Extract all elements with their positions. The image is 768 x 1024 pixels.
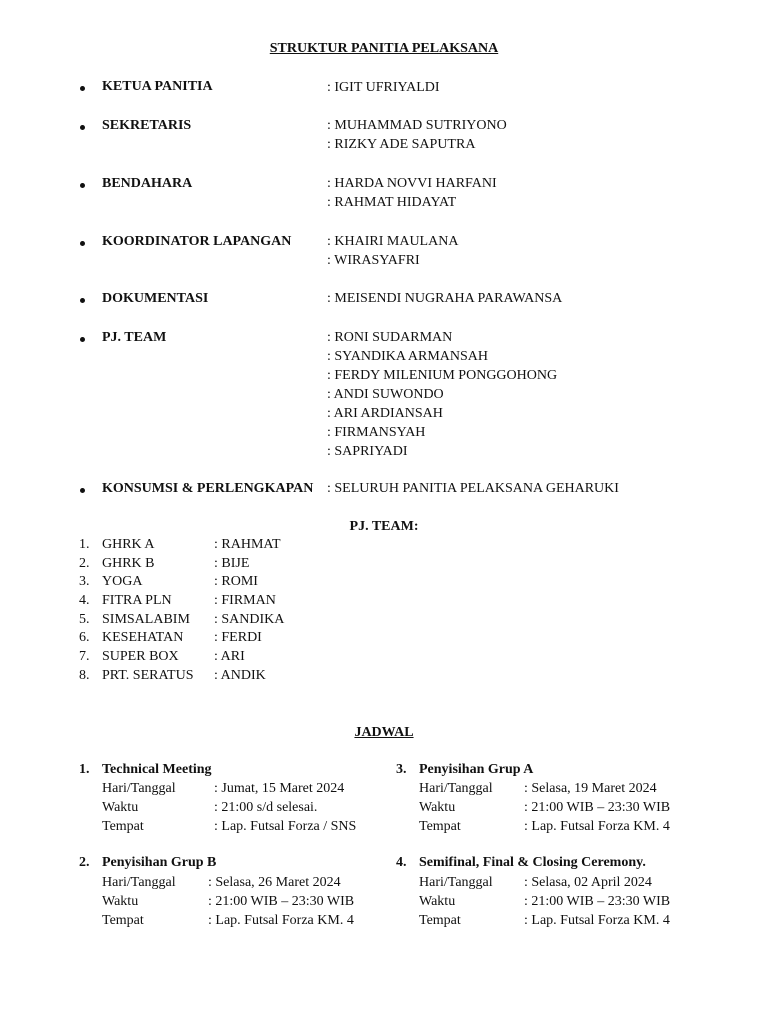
event-name: Penyisihan Grup B (102, 855, 217, 870)
event-label: Tempat (419, 819, 461, 834)
event-label: Waktu (102, 894, 139, 909)
role-bendahara: BENDAHARA (102, 176, 193, 191)
bullet-dot (80, 488, 85, 493)
member-name: : ARI ARDIANSAH (327, 406, 443, 421)
event-value: : 21:00 WIB – 23:30 WIB (524, 894, 671, 909)
event-number: 2. (79, 855, 90, 870)
list-item-team: GHRK B (102, 556, 155, 571)
member-name: : KHAIRI MAULANA (327, 234, 459, 249)
role-ketua: KETUA PANITIA (102, 79, 213, 94)
list-item-number: 3. (79, 574, 90, 589)
event-number: 4. (396, 855, 407, 870)
pj-team-heading: PJ. TEAM: (349, 519, 419, 534)
event-values (524, 873, 670, 930)
member-name: : WIRASYAFRI (327, 253, 420, 268)
event-label: Tempat (419, 913, 461, 928)
list-item-team: PRT. SERATUS (102, 668, 194, 683)
event-values (208, 873, 354, 930)
event-value: : Lap. Futsal Forza KM. 4 (524, 913, 670, 928)
event-name: Technical Meeting (102, 762, 212, 777)
list-item-team: KESEHATAN (102, 630, 184, 645)
members-koordinator (327, 232, 458, 270)
event-label: Hari/Tanggal (419, 875, 493, 890)
list-item-number: 8. (79, 668, 90, 683)
list-item-pj: : FIRMAN (214, 593, 276, 608)
event-value: : 21:00 WIB – 23:30 WIB (524, 800, 671, 815)
event-label: Waktu (102, 800, 139, 815)
event-label: Hari/Tanggal (102, 781, 176, 796)
list-item-pj: : FERDI (214, 630, 262, 645)
event-label: Waktu (419, 800, 456, 815)
bullet-dot (80, 337, 85, 342)
list-item-pj: : BIJE (214, 556, 250, 571)
bullet-dot (80, 86, 85, 91)
event-value: : Lap. Futsal Forza KM. 4 (524, 819, 670, 834)
event-labels (102, 873, 176, 930)
member-name: : MUHAMMAD SUTRIYONO (327, 118, 507, 133)
bullet-dot (80, 241, 85, 246)
event-name: Penyisihan Grup A (419, 762, 534, 777)
event-value: : 21:00 s/d selesai. (214, 800, 318, 815)
members-pj-team (327, 328, 557, 461)
list-item-number: 2. (79, 556, 90, 571)
bullet-dot (80, 298, 85, 303)
schedule-heading: JADWAL (354, 725, 414, 740)
event-label: Tempat (102, 913, 144, 928)
members-dokumentasi (327, 289, 562, 308)
list-item-pj: : ROMI (214, 574, 258, 589)
role-pj-team: PJ. TEAM (102, 330, 167, 345)
member-name: : RONI SUDARMAN (327, 330, 453, 345)
members-konsumsi (327, 479, 619, 498)
list-item-pj: : ANDIK (214, 668, 266, 683)
event-labels (102, 779, 176, 836)
list-item-number: 1. (79, 537, 90, 552)
member-name: : RIZKY ADE SAPUTRA (327, 137, 476, 152)
role-sekretaris: SEKRETARIS (102, 118, 192, 133)
event-name: Semifinal, Final & Closing Ceremony. (419, 855, 646, 870)
event-value: : Selasa, 19 Maret 2024 (524, 781, 657, 796)
event-number: 3. (396, 762, 407, 777)
event-label: Waktu (419, 894, 456, 909)
member-name: : ANDI SUWONDO (327, 387, 444, 402)
bullet-dot (80, 183, 85, 188)
list-item-team: FITRA PLN (102, 593, 172, 608)
member-name: : RAHMAT HIDAYAT (327, 195, 457, 210)
role-konsumsi: KONSUMSI & PERLENGKAPAN (102, 481, 314, 496)
event-value: : Selasa, 26 Maret 2024 (208, 875, 341, 890)
event-value: : Jumat, 15 Maret 2024 (214, 781, 345, 796)
list-item-team: YOGA (102, 574, 143, 589)
role-dokumentasi: DOKUMENTASI (102, 291, 209, 306)
member-name: : SAPRIYADI (327, 444, 408, 459)
list-item-number: 6. (79, 630, 90, 645)
member-name: : IGIT UFRIYALDI (327, 80, 440, 95)
event-label: Hari/Tanggal (419, 781, 493, 796)
event-label: Tempat (102, 819, 144, 834)
member-name: : HARDA NOVVI HARFANI (327, 176, 497, 191)
list-item-number: 7. (79, 649, 90, 664)
list-item-number: 5. (79, 612, 90, 627)
bullet-dot (80, 125, 85, 130)
event-labels (419, 779, 493, 836)
list-item-team: SIMSALABIM (102, 612, 190, 627)
member-name: : FERDY MILENIUM PONGGOHONG (327, 368, 558, 383)
event-values (214, 779, 356, 836)
list-item-team: GHRK A (102, 537, 155, 552)
member-name: : FIRMANSYAH (327, 425, 426, 440)
event-value: : Lap. Futsal Forza / SNS (214, 819, 357, 834)
list-item-number: 4. (79, 593, 90, 608)
members-ketua (327, 78, 440, 97)
members-sekretaris (327, 116, 507, 154)
list-item-pj: : ARI (214, 649, 245, 664)
list-item-pj: : SANDIKA (214, 612, 285, 627)
event-label: Hari/Tanggal (102, 875, 176, 890)
event-labels (419, 873, 493, 930)
event-value: : 21:00 WIB – 23:30 WIB (208, 894, 355, 909)
event-number: 1. (79, 762, 90, 777)
page-title: STRUKTUR PANITIA PELAKSANA (269, 41, 499, 56)
member-name: : MEISENDI NUGRAHA PARAWANSA (327, 291, 563, 306)
event-values (524, 779, 670, 836)
member-name: : SYANDIKA ARMANSAH (327, 349, 489, 364)
event-value: : Selasa, 02 April 2024 (524, 875, 652, 890)
list-item-team: SUPER BOX (102, 649, 179, 664)
role-koordinator: KOORDINATOR LAPANGAN (102, 234, 292, 249)
list-item-pj: : RAHMAT (214, 537, 281, 552)
members-bendahara (327, 174, 497, 212)
member-name: : SELURUH PANITIA PELAKSANA GEHARUKI (327, 481, 619, 496)
event-value: : Lap. Futsal Forza KM. 4 (208, 913, 354, 928)
